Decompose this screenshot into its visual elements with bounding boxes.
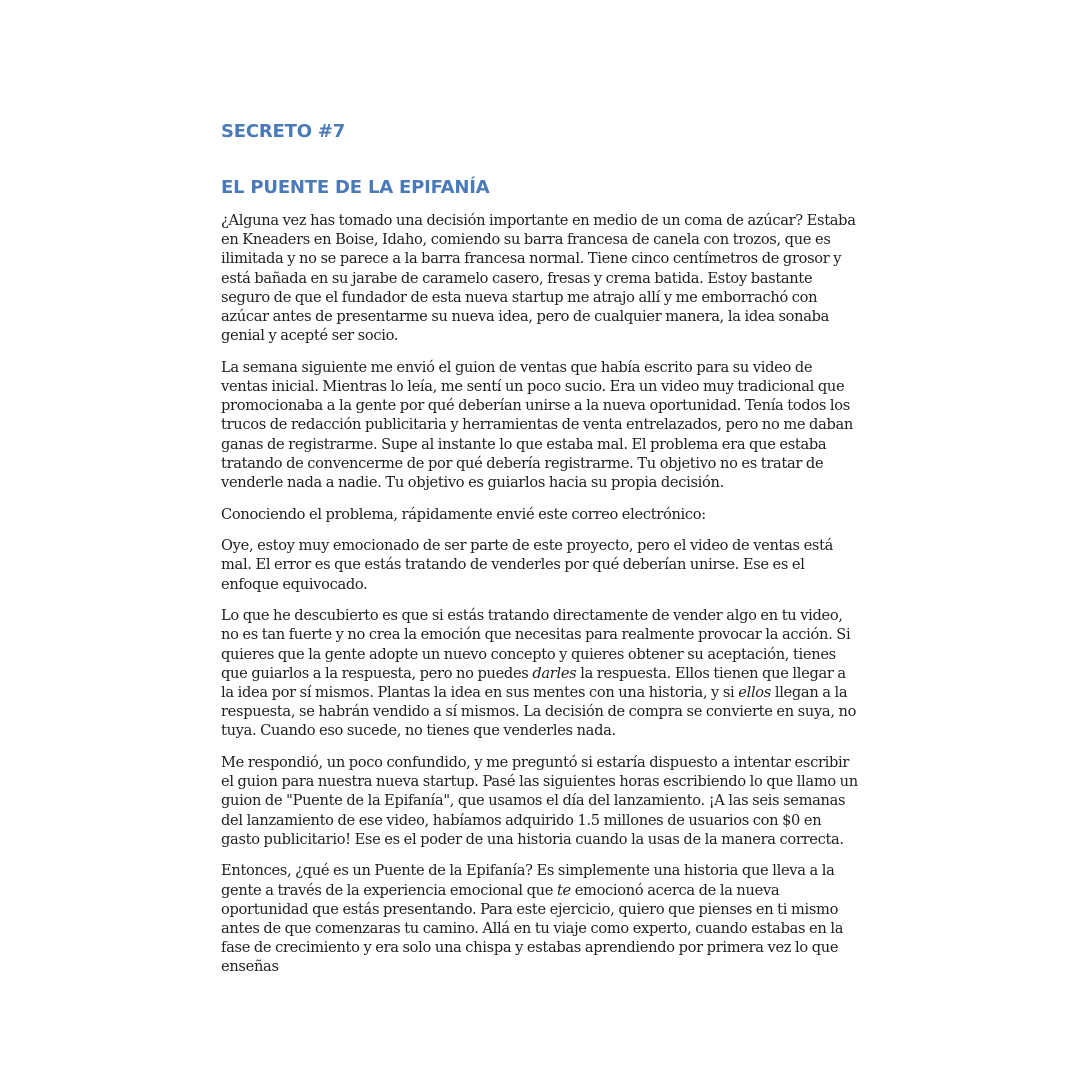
paragraph-5-text-c: llegan a la respuesta, se habrán vendido a sí mismos. La decisión de compra se convierte en suya, no tuya. Cuando eso sucede, no tienes que venderles nada. xyxy=(221,684,857,740)
paragraph-5 xyxy=(221,606,861,740)
paragraph-2: La semana siguiente me envió el guion de ventas que había escrito para su video de ventas inicial. Mientras lo leía, me sentí un poco sucio. Era un video muy tradicional que promocionaba a la gente por qué deberían unirse a la nueva oportunidad. Tenía todos los trucos de redacción publicitaria y herramientas de venta entrelazados, pero no me daban ganas de registrarme. Supe al instante lo que estaba mal. El problema era que estaba tratando de convencerme de por qué debería registrarme. Tu objetivo no es tratar de venderle nada a nadie. Tu objetivo es guiarlos hacia su propia decisión. xyxy=(221,358,854,492)
document-page xyxy=(221,119,861,989)
paragraph-5-emphasis-darles: darles xyxy=(532,664,577,682)
secret-label: SECRETO #7 xyxy=(221,121,346,142)
paragraph-3: Conociendo el problema, rápidamente envié este correo electrónico: xyxy=(221,505,706,523)
paragraph-7 xyxy=(221,861,861,976)
paragraph-5-text-b: la respuesta. Ellos tienen que llegar a la idea por sí mismos. Plantas la idea en sus mentes con una historia, y si xyxy=(221,664,846,702)
paragraph-7-text-a: Entonces, ¿qué es un Puente de la Epifanía? Es simplemente una historia que lleva a la gente a través de la experiencia emocional que xyxy=(221,862,835,899)
paragraph-4-email-quote: Oye, estoy muy emocionado de ser parte de este proyecto, pero el video de ventas está mal. El error es que estás tratando de venderles por qué deberían unirse. Ese es el enfoque equivocado. xyxy=(221,537,834,593)
paragraph-6: Me respondió, un poco confundido, y me preguntó si estaría dispuesto a intentar escribir el guion para nuestra nueva startup. Pasé las siguientes horas escribiendo lo que llamo un guion de "Puente de la Epifanía", que usamos el día del lanzamiento. ¡A las seis semanas del lanzamiento de ese video, habíamos adquirido 1.5 millones de usuarios con $0 en gasto publicitario! Ese es el poder de una historia cuando la usas de la manera correcta. xyxy=(221,754,858,848)
paragraph-5-text-a: Lo que he descubierto es que si estás tratando directamente de vender algo en tu video, no es tan fuerte y no crea la emoción que necesitas para realmente provocar la acción. Si quieres que la gente adopte un nuevo concepto y quieres obtener su aceptación, tienes que guiarlos a la respuesta, pero no puedes xyxy=(221,607,851,682)
chapter-title: EL PUENTE DE LA EPIFANÍA xyxy=(221,177,490,198)
chapter-body xyxy=(221,211,861,977)
paragraph-5-emphasis-ellos: ellos xyxy=(738,684,771,702)
paragraph-7-emphasis-te: te xyxy=(556,881,571,899)
paragraph-1: ¿Alguna vez has tomado una decisión importante en medio de un coma de azúcar? Estaba en Kneaders en Boise, Idaho, comiendo su barra francesa de canela con trozos, que es ilimitada y no se parece a la barra francesa normal. Tiene cinco centímetros de grosor y está bañada en su jarabe de caramelo casero, fresas y crema batida. Estoy bastante seguro de que el fundador de esta nueva startup me atrajo allí y me emborrachó con azúcar antes de presentarme su nueva idea, pero de cualquier manera, la idea sonaba genial y acepté ser socio. xyxy=(221,212,856,345)
paragraph-7-text-b: emocionó acerca de la nueva oportunidad que estás presentando. Para este ejercicio, quiero que pienses en ti mismo antes de que comenzaras tu camino. Allá en tu viaje como experto, cuando estabas en la fase de crecimiento y era solo una chispa y estabas aprendiendo por primera vez lo que enseñas xyxy=(221,881,844,976)
